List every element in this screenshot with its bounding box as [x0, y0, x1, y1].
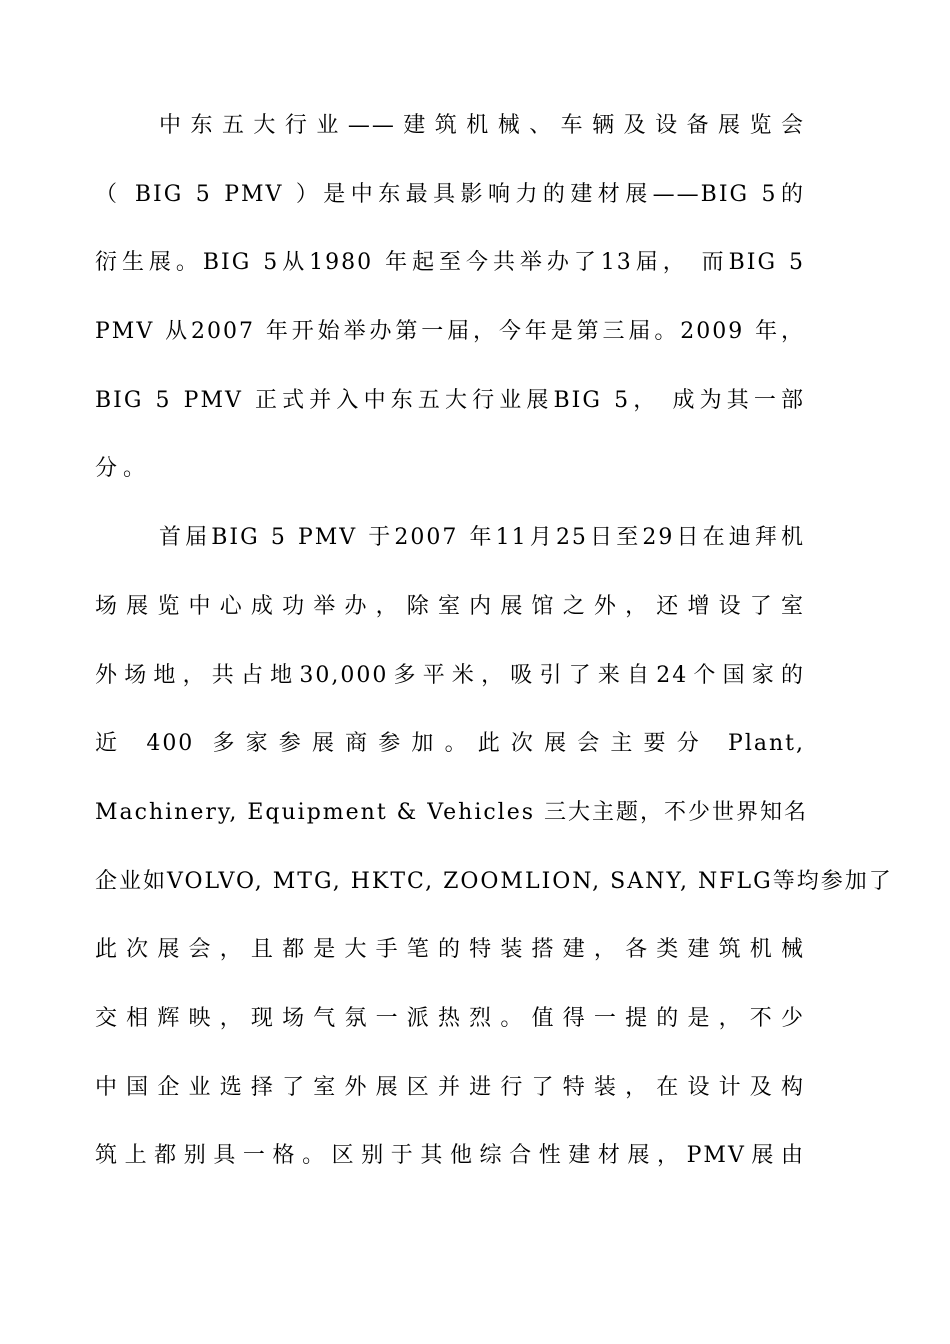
text-line: 场展览中心成功举办，除室内展馆之外，还增设了室: [95, 593, 805, 619]
paragraph-1: [95, 92, 805, 504]
text-line: 此次展会，且都是大手笔的特装搭建，各类建筑机械: [95, 937, 805, 963]
text-line: 中东五大行业——建筑机械、车辆及设备展览会: [159, 113, 805, 138]
text-line: 分。: [95, 456, 152, 482]
text-line: Machinery, Equipment & Vehicles 三大主题，不少世界知名: [95, 799, 809, 825]
text-line: 企业如VOLVO, MTG, HKTC, ZOOMLION, SANY, NFLG等均参加了: [95, 868, 893, 894]
text-line: BIG 5 PMV 正式并入中东五大行业展BIG 5， 成为其一部: [95, 387, 805, 413]
document-body: [95, 92, 893, 1191]
text-line: 近 400 多家参展商参加。此次展会主要分 Plant,: [95, 731, 805, 757]
text-line: 交相辉映，现场气氛一派热烈。值得一提的是，不少: [95, 1005, 805, 1031]
text-line: （ BIG 5 PMV ）是中东最具影响力的建材展——BIG 5的: [95, 181, 805, 207]
text-line: 外场地，共占地30,000多平米，吸引了来自24个国家的: [95, 662, 805, 688]
paragraph-2: [95, 504, 893, 1191]
text-line: 中国企业选择了室外展区并进行了特装，在设计及构: [95, 1074, 805, 1100]
text-line: 首届BIG 5 PMV 于2007 年11月25日至29日在迪拜机: [159, 525, 805, 551]
text-line: 衍生展。BIG 5从1980 年起至今共举办了13届， 而BIG 5: [95, 250, 805, 276]
text-line: PMV 从2007 年开始举办第一届，今年是第三届。2009 年，: [95, 319, 805, 345]
text-line: 筑上都别具一格。区别于其他综合性建材展，PMV展由: [95, 1143, 805, 1169]
